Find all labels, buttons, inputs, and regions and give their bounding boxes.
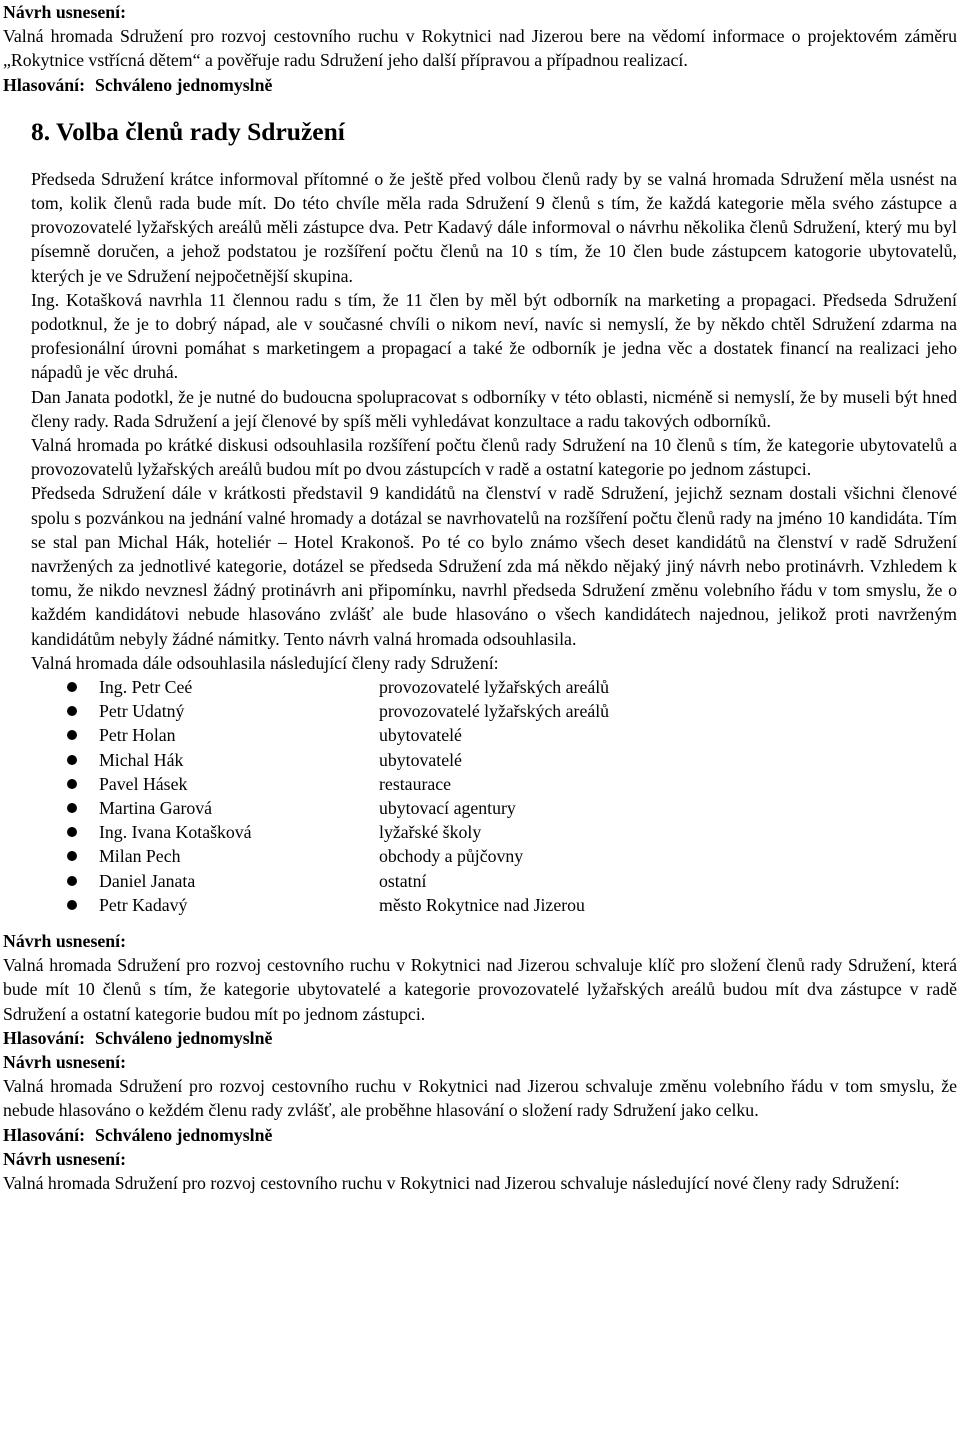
vote-line (3, 1026, 957, 1050)
vote-label: Hlasování: (3, 1027, 86, 1048)
resolution-text: Valná hromada Sdružení pro rozvoj cestovního ruchu v Rokytnici nad Jizerou schvaluje změnu volebního řádu v tom smyslu, že nebude hlasováno o keždém členu rady zvlášť, ale proběhne hlasování o složení rady Sdružení jako celku. (3, 1076, 957, 1121)
member-name: Daniel Janata (99, 870, 196, 891)
list-item (99, 748, 957, 772)
member-name: Milan Pech (99, 846, 181, 867)
list-item (99, 796, 957, 820)
vote-label: Hlasování: (3, 1124, 86, 1145)
resolution-heading: Návrh usnesení: (3, 1148, 127, 1169)
member-role: obchody a půjčovny (379, 846, 524, 867)
member-role: ubytovatelé (379, 725, 462, 746)
resolution-heading: Návrh usnesení: (3, 1051, 127, 1072)
resolution-block-2 (3, 929, 957, 1050)
paragraph: Předseda Sdružení dále v krátkosti představil 9 kandidátů na členství v radě Sdružení, jejichž seznam dostali všichni členové spolu s pozvánkou na jednání valné hromady a dotázal se navrhovatelů na rozšíření počtu členů rady na jméno 10 kandidáta. Tím se stal pan Michal Hák, hoteliér – Hotel Krakonoš. Po té co bylo známo všech deset kandidátů na členství v radě Sdružení navržených za jednotlivé kategorie, dotázel se předseda Sdružení zda má někdo nějaký jiný návrh nebo protinávrh. Vzhledem k tomu, že nikdo nevznesl žádný protinávrh ani připomínku, navrhl předseda Sdružení změnu volebního řádu v tom smyslu, že o každém kandidátovi nebude hlasováno zvlášť ale bude hlasováno o všech kandidátech najednou, jelikož proti navrženým kandidátům nebyly žádné námitky. Tento návrh valná hromada odsouhlasila. (31, 483, 957, 649)
list-item (99, 675, 957, 699)
members-list (31, 675, 957, 917)
member-name: Pavel Hásek (99, 773, 188, 794)
list-item (99, 723, 957, 747)
member-role: město Rokytnice nad Jizerou (379, 894, 585, 915)
list-item (99, 820, 957, 844)
member-name: Petr Holan (99, 725, 176, 746)
paragraph: Předseda Sdružení krátce informoval přítomné o že ještě před volbou členů rady by se valná hromada Sdružení měla usnést na tom, kolik členů rada bude mít. Do této chvíle měla rada Sdružení 9 členů s tím, že každá kategorie měla svého zástupce a provozovatelé lyžařských areálů měli zástupce dva. Petr Kadavý dále informoval o návrhu několika členů Sdružení, který mu byl písemně doručen, a jehož podstatou je rozšíření počtu členů na 10 s tím, že 10 člen bude zástupcem katogorie ubytovatelů, kterých je ve Sdružení nejpočetnější skupina. (31, 168, 957, 286)
list-item (99, 844, 957, 868)
section-title: 8. Volba členů rady Sdružení (31, 116, 345, 146)
member-name: Petr Udatný (99, 701, 185, 722)
vote-result: Schváleno jednomyslně (95, 74, 273, 95)
paragraph: Dan Janata podotkl, že je nutné do budoucna spolupracovat s odborníky v této oblasti, nicméně si nemyslí, že by museli být hned členy rady. Rada Sdružení a její členové by spíš měli vyhledávat konzultace a radu takových odborníků. (31, 386, 957, 431)
resolution-heading: Návrh usnesení: (3, 930, 127, 951)
resolution-text: Valná hromada Sdružení pro rozvoj cestovního ruchu v Rokytnici nad Jizerou schvaluje následující nové členy rady Sdružení: (3, 1172, 900, 1193)
resolution-block-4 (3, 1147, 957, 1195)
list-item (99, 772, 957, 796)
resolution-text: Valná hromada Sdružení pro rozvoj cestovního ruchu v Rokytnici nad Jizerou schvaluje klíč pro složení členů rady Sdružení, která bude mít 10 členů s tím, že kategorie ubytovatelé a kategorie provozovatelé lyžařských areálů budou mít dva zástupce v radě Sdružení a ostatní kategorie budou mít po jednom zástupci. (3, 955, 957, 1024)
member-role: ubytovatelé (379, 749, 462, 770)
vote-line (3, 1123, 957, 1147)
list-item (99, 699, 957, 723)
member-role: restaurace (379, 773, 452, 794)
resolution-heading: Návrh usnesení: (3, 2, 127, 22)
section-body (3, 167, 957, 917)
list-item (99, 869, 957, 893)
member-role: provozovatelé lyžařských areálů (379, 677, 610, 698)
member-name: Martina Garová (99, 798, 213, 819)
vote-label: Hlasování: (3, 74, 86, 95)
paragraph: Valná hromada po krátké diskusi odsouhlasila rozšíření počtu členů rady Sdružení na 10 členů s tím, že kategorie ubytovatelů a provozovatelů lyžařských areálů budou mít po dvou zástupcích v radě a ostatní kategorie po jednom zástupci. (31, 435, 957, 480)
spacer (3, 917, 957, 929)
paragraph: Ing. Kotašková navrhla 11 člennou radu s tím, že 11 člen by měl být odborník na marketing a propagaci. Předseda Sdružení podotknul, že je to dobrý nápad, ale v současné chvíli o nikom neví, navíc si nemyslí, že by někdo chtěl Sdružení zdarma na profesionální úrovni pomáhat s marketingem a propagací a také že odborník je jedna věc a dostatek financí na realizaci jeho nápadů je věc druhá. (31, 289, 957, 383)
member-name: Petr Kadavý (99, 894, 188, 915)
member-name: Ing. Ivana Kotašková (99, 822, 252, 843)
paragraph: Valná hromada dále odsouhlasila následující členy rady Sdružení: (31, 652, 499, 673)
vote-line (3, 73, 957, 97)
member-role: ostatní (379, 870, 427, 891)
vote-result: Schváleno jednomyslně (95, 1124, 273, 1145)
list-item (99, 893, 957, 917)
member-name: Michal Hák (99, 749, 184, 770)
resolution-block-1 (3, 0, 957, 97)
vote-result: Schváleno jednomyslně (95, 1027, 273, 1048)
resolution-block-3 (3, 1050, 957, 1147)
member-role: ubytovací agentury (379, 798, 516, 819)
member-role: lyžařské školy (379, 822, 482, 843)
member-name: Ing. Petr Ceé (99, 677, 193, 698)
member-role: provozovatelé lyžařských areálů (379, 701, 610, 722)
resolution-text: Valná hromada Sdružení pro rozvoj cestovního ruchu v Rokytnici nad Jizerou bere na vědomí informace o projektovém záměru „Rokytnice vstřícná dětem“ a pověřuje radu Sdružení jeho další přípravou a případnou realizací. (3, 26, 957, 71)
